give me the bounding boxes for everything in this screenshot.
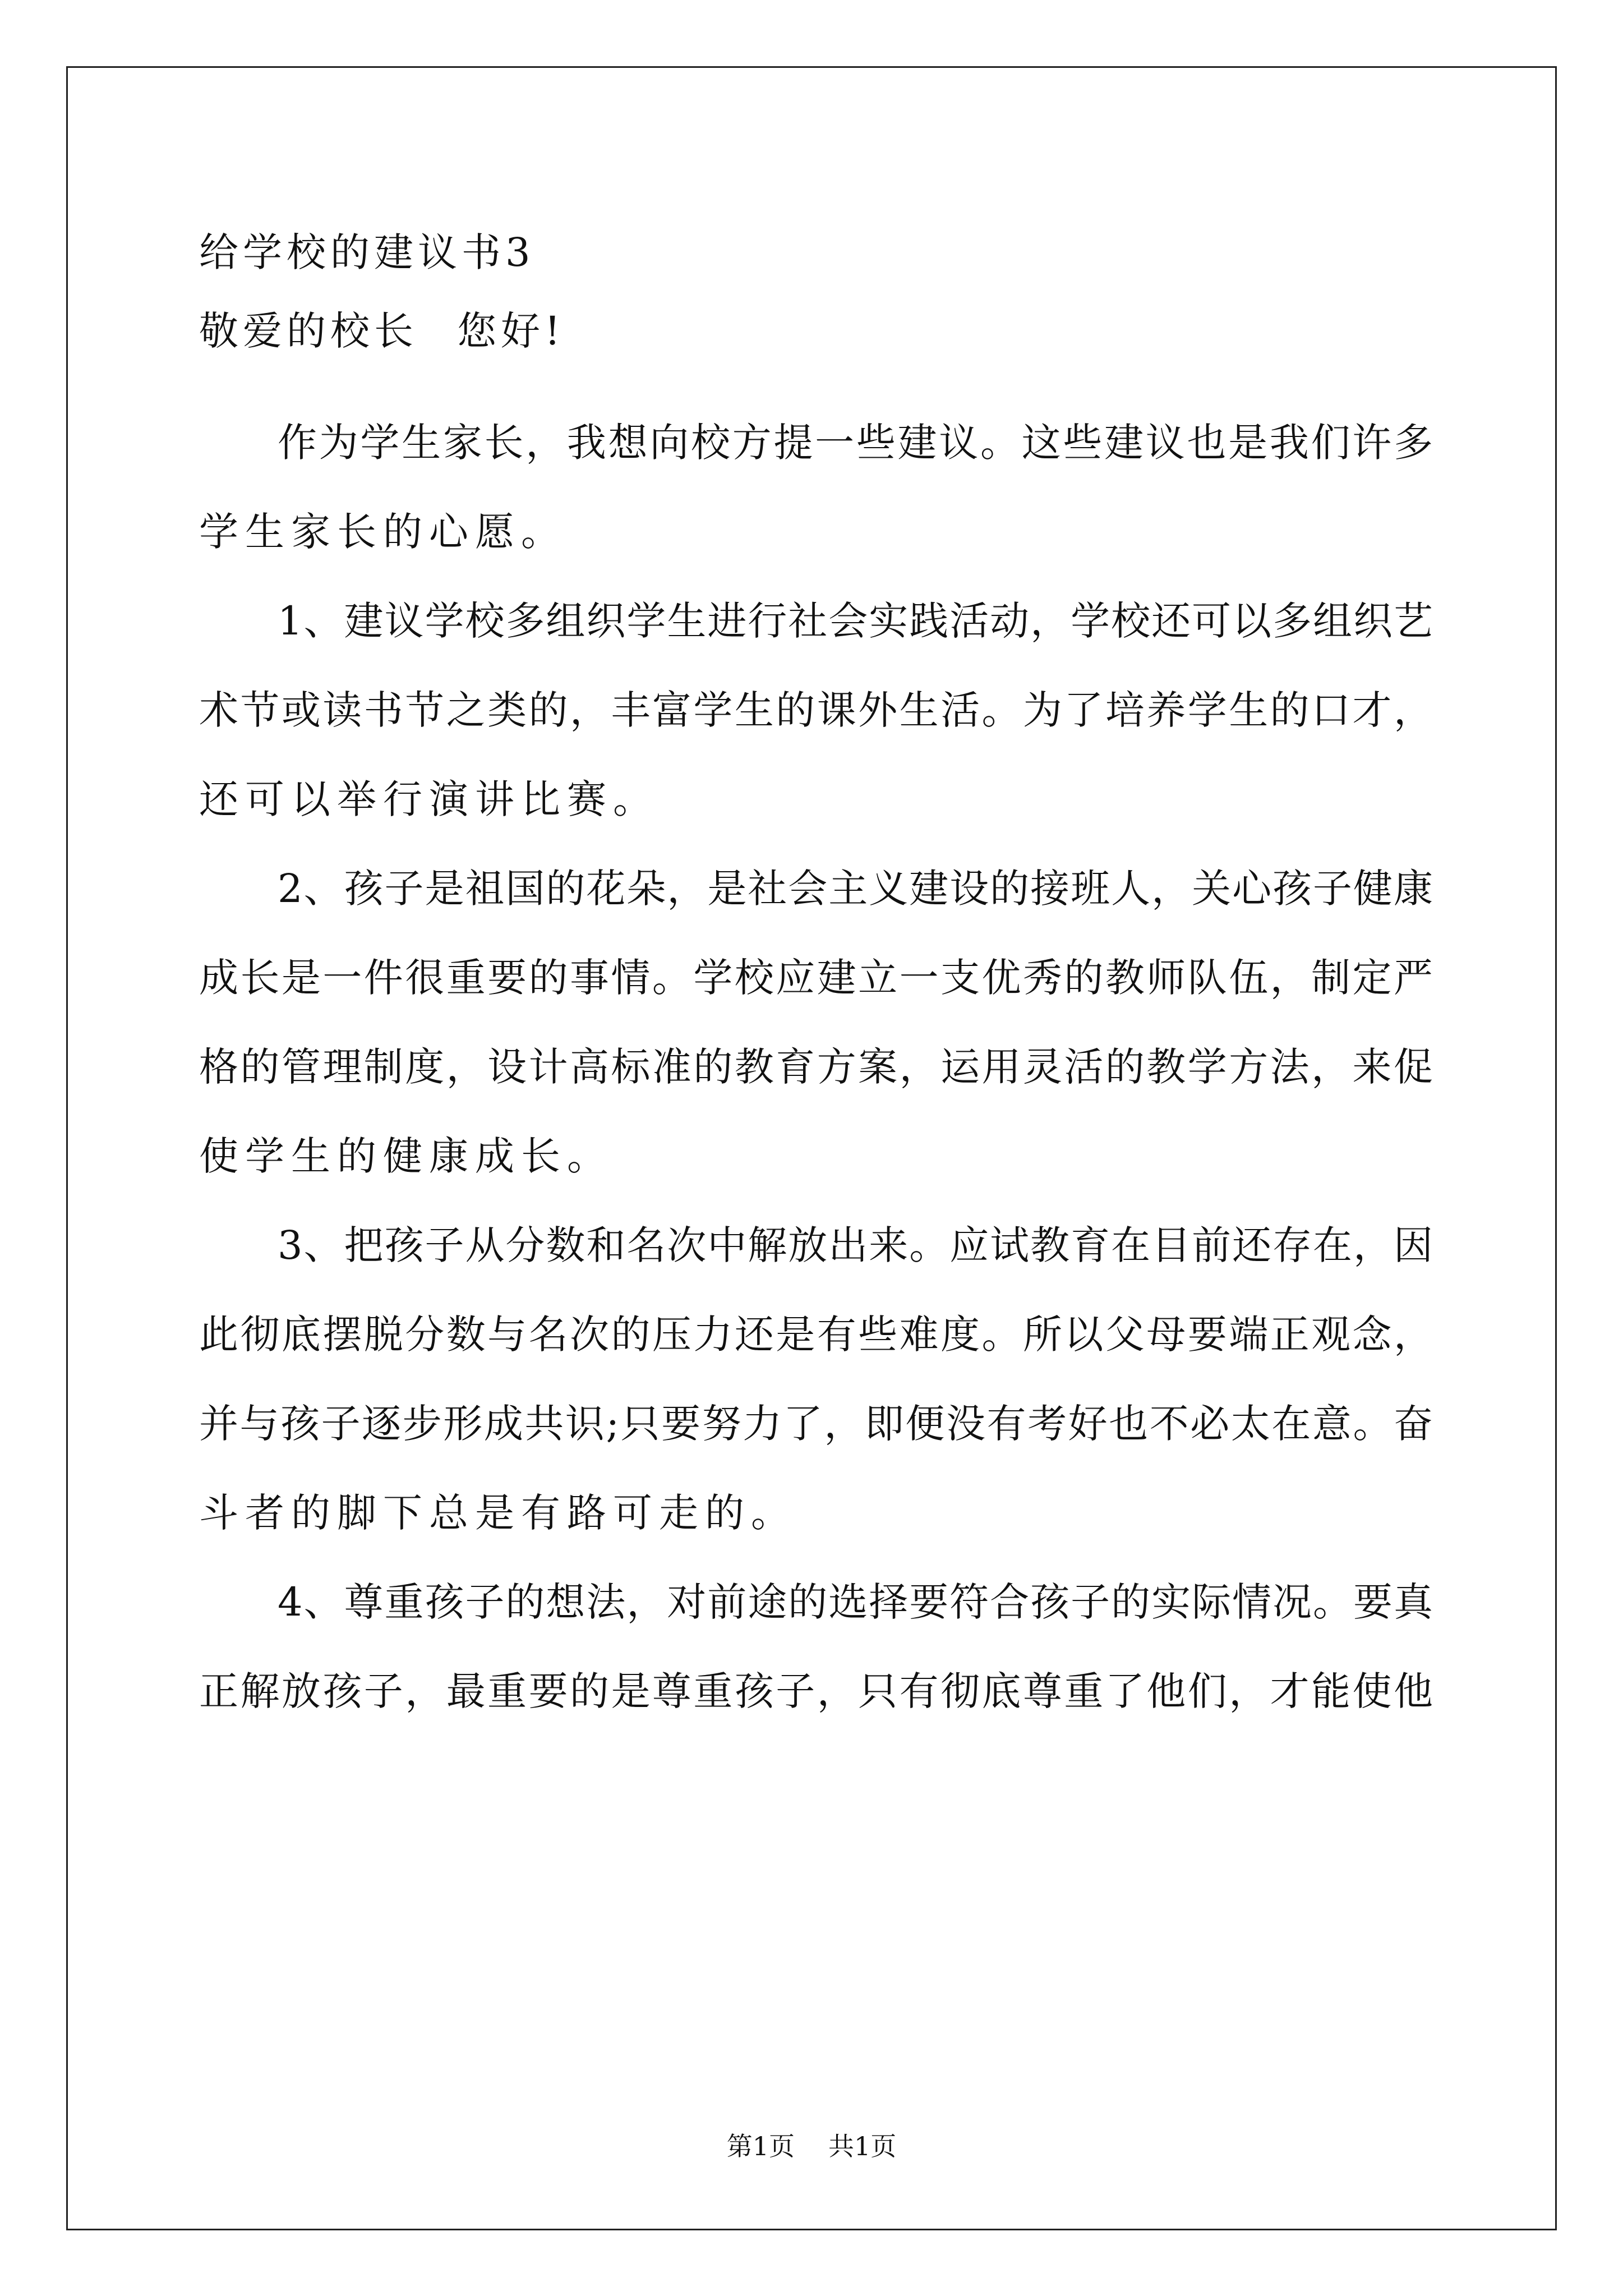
- document-title: 给学校的建议书3: [199, 229, 535, 275]
- paragraph-suggestion-2: [199, 844, 1433, 1201]
- paragraph-line: 成长是一件很重要的事情。学校应建立一支优秀的教师队伍，制定严: [199, 955, 1433, 1001]
- paragraph-line: 1、建议学校多组织学生进行社会实践活动，学校还可以多组织艺: [278, 598, 1433, 644]
- paragraph-line: 并与孩子逐步形成共识;只要努力了，即便没有考好也不必太在意。奋: [199, 1401, 1433, 1447]
- paragraph-line: 还可以举行演讲比赛。: [199, 776, 659, 822]
- paragraph-line: 术节或读书节之类的，丰富学生的课外生活。为了培养学生的口才，: [199, 687, 1433, 733]
- paragraph-suggestion-3: [199, 1201, 1433, 1558]
- paragraph-suggestion-1: [199, 577, 1433, 844]
- paragraph-line: 正解放孩子，最重要的是尊重孩子，只有彻底尊重了他们，才能使他: [199, 1668, 1433, 1714]
- paragraph-line: 此彻底摆脱分数与名次的压力还是有些难度。所以父母要端正观念，: [199, 1312, 1433, 1358]
- paragraph-line: 2、孩子是祖国的花朵，是社会主义建设的接班人，关心孩子健康: [278, 866, 1433, 912]
- paragraph-line: 作为学生家长，我想向校方提一些建议。这些建议也是我们许多: [278, 420, 1433, 466]
- paragraph-line: 斗者的脚下总是有路可走的。: [199, 1490, 797, 1536]
- paragraph-line: 使学生的健康成长。: [199, 1133, 613, 1179]
- greeting: [199, 292, 1433, 398]
- paragraph-line: 4、尊重孩子的想法，对前途的选择要符合孩子的实际情况。要真: [278, 1579, 1433, 1625]
- page-footer: [0, 2126, 1623, 2163]
- paragraph-line: 3、把孩子从分数和名次中解放出来。应试教育在目前还存在，因: [278, 1222, 1433, 1268]
- paragraph-line: 学生家长的心愿。: [199, 509, 567, 555]
- paragraph-suggestion-4: [199, 1558, 1433, 1736]
- document-body: [199, 213, 1433, 1736]
- page-total: 共1页: [828, 2131, 897, 2161]
- greeting-hello: 您好!: [457, 308, 565, 354]
- paragraph-line: 格的管理制度，设计高标准的教育方案，运用灵活的教学方法，来促: [199, 1044, 1433, 1090]
- greeting-recipient: 敬爱的校长: [199, 308, 418, 354]
- page-number: 第1页: [726, 2131, 795, 2161]
- paragraph-intro: [199, 398, 1433, 577]
